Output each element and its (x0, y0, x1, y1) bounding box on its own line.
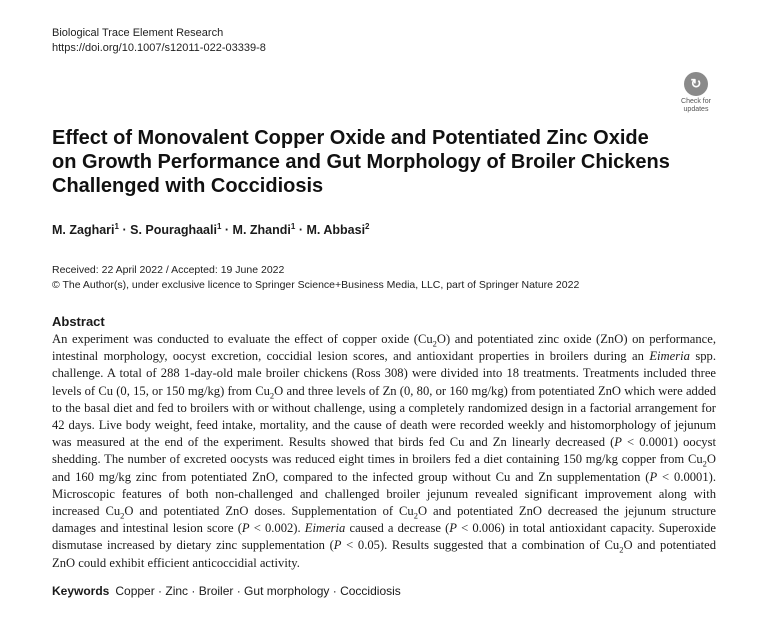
paper-title (52, 126, 672, 198)
journal-header (52, 26, 266, 56)
publication-dates (52, 263, 579, 293)
doi-link[interactable]: https://doi.org/10.1007/s12011-022-03339-8 (52, 42, 266, 54)
abstract-heading: Abstract (52, 314, 105, 329)
abstract-body: An experiment was conducted to evaluate the effect of copper oxide $(Cu_2O)$ and potentiated zinc oxide (ZnO) on performance, intestinal morphology, oocyst excretion, coccidial lesion scores, and antioxidant properties in broilers during an Eimeria spp. challenge. A total of 288 1-day-old male broiler chickens (Ross 308) were divided into 18 treatments. Treatments included three levels of Cu (0, 15, or 150 mg/kg) from $Cu_2O$ and three levels of Zn (0, 80, or 160 mg/kg) from potentiated ZnO which were added to the basal diet and fed to broilers with or without challenge, using a completely randomized design in a factorial arrangement for 42 days. Live body weight, feed intake, mortality, and the cause of death were recorded weekly and histomorphology of jejunum was measured at the end of the experiment. Results showed that birds fed Cu and Zn linearly decreased (P < 0.0001) oocyst shedding. The number of excreted oocysts was reduced eight times in broilers fed a diet containing 150 mg/kg copper from $Cu_2O$ and 160 mg/kg zinc from potentiated ZnO, compared to the infected group without Cu and Zn supplementation (P < 0.0001). Microscopic features of both non-challenged and challenged broiler jejunum revealed significant improvement along with increased $Cu_2O$ and potentiated ZnO doses. Supplementation of $Cu_2O$ and potentiated ZnO decreased the jejunum structure damages and intestinal lesion score (P < 0.002). Eimeria caused a decrease (P < 0.006) in total antioxidant capacity. Superoxide dismutase increased by dietary zinc supplementation (P < 0.05). Results suggested that a combination of $Cu_2O$ and potentiated ZnO could exhibit efficient anticoccidial activity. (52, 332, 717, 570)
author-affiliation: 2 (365, 222, 370, 231)
author-affiliation: 1 (290, 222, 296, 231)
author-name[interactable]: M. Abbasi (306, 223, 366, 238)
title-line-1: Effect of Monovalent Copper Oxide and Potentiated Zinc Oxide (52, 127, 649, 149)
check-for-updates-icon: ↻ (684, 72, 708, 96)
badge-label-line1: Check for (681, 98, 711, 105)
author-name[interactable]: M. Zhandi (232, 223, 291, 238)
journal-name: Biological Trace Element Research (52, 27, 224, 39)
badge-label-line2: updates (683, 106, 709, 113)
author-affiliation: 1 (114, 222, 119, 231)
check-for-updates-badge[interactable] (673, 72, 719, 114)
author-separator: · (224, 223, 230, 238)
keywords-list: Copper · Zinc · Broiler · Gut morphology · Coccidiosis (115, 584, 401, 598)
copyright-notice: © The Author(s), under exclusive licence to Springer Science+Business Media, LLC, part of Springer Nature 2022 (52, 279, 580, 291)
author-separator: · (298, 223, 303, 238)
title-line-3: Challenged with Coccidiosis (52, 175, 324, 197)
author-separator: · (122, 223, 127, 238)
title-line-2: on Growth Performance and Gut Morphology of Broiler Chickens (52, 151, 670, 173)
author-name[interactable]: M. Zaghari (52, 223, 115, 238)
keywords-line (52, 584, 401, 598)
author-list (52, 222, 370, 237)
received-accepted: Received: 22 April 2022 / Accepted: 19 June 2022 (52, 264, 285, 276)
author-affiliation: 1 (216, 222, 222, 231)
author-name[interactable]: S. Pouraghaali (130, 223, 217, 238)
keywords-label: Keywords (52, 584, 110, 598)
